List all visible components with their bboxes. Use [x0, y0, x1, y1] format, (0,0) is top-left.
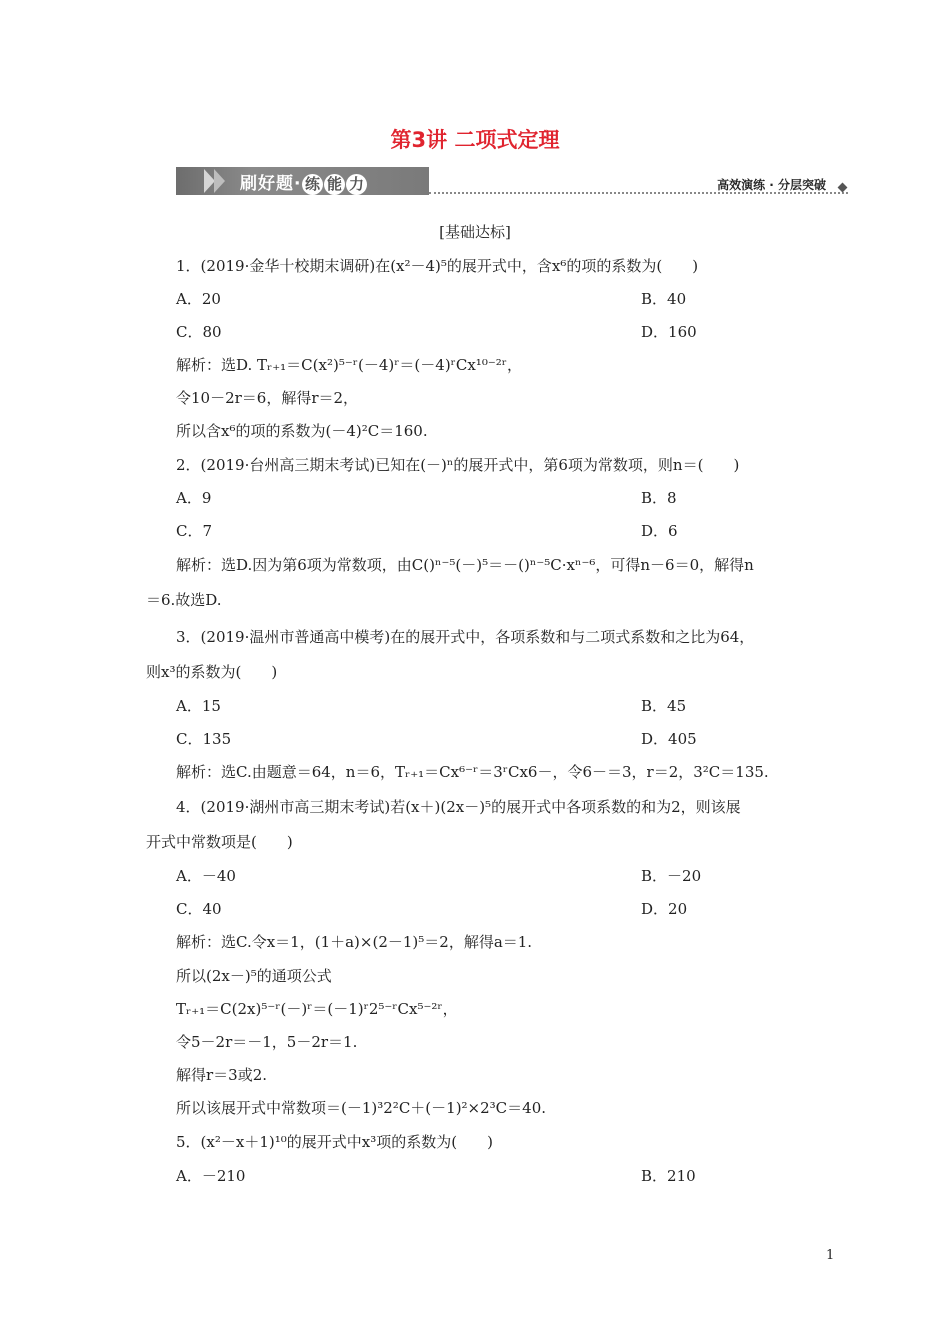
- diamond-icon: [838, 183, 848, 193]
- text-line: C．135: [176, 730, 232, 748]
- text-line: 则x³的系数为( ): [146, 663, 278, 681]
- section-banner: [176, 167, 848, 197]
- banner-char-1: 练: [302, 174, 323, 195]
- text-line: A．－210: [176, 1167, 246, 1185]
- text-line: B．－20: [641, 867, 702, 885]
- text-line: 所以(2x－)⁵的通项公式: [176, 967, 332, 985]
- text-line: B．8: [641, 489, 677, 507]
- text-line: 解得r＝3或2.: [176, 1066, 268, 1084]
- text-line: 2．(2019·台州高三期末考试)已知在(－)ⁿ的展开式中，第6项为常数项，则n＝( ): [176, 456, 740, 474]
- page-number: 1: [826, 1248, 835, 1263]
- text-line: 令5－2r＝－1，5－2r＝1.: [176, 1033, 358, 1051]
- text-line: Tᵣ₊₁＝C(2x)⁵⁻ʳ(－)ʳ＝(－1)ʳ2⁵⁻ʳCx⁵⁻²ʳ，: [176, 1000, 458, 1018]
- text-line: A．15: [176, 697, 221, 715]
- text-line: C．7: [176, 522, 213, 540]
- text-line: B．210: [641, 1167, 696, 1185]
- text-line: D．6: [641, 522, 678, 540]
- text-line: B．40: [641, 290, 687, 308]
- text-line: [基础达标]: [439, 223, 511, 241]
- text-line: D．20: [641, 900, 688, 918]
- banner-dark-band: [176, 167, 429, 195]
- text-line: 解析：选C.由题意＝64，n＝6，Tᵣ₊₁＝Cx⁶⁻ʳ＝3ʳCx6－，令6－＝3，r＝2，3²C＝135.: [176, 763, 769, 781]
- text-line: 开式中常数项是( ): [146, 833, 293, 851]
- banner-right-label: 高效演练 · 分层突破: [717, 178, 826, 192]
- text-line: A．9: [176, 489, 212, 507]
- text-line: 3．(2019·温州市普通高中模考)在的展开式中，各项系数和与二项式系数和之比为64，: [176, 628, 755, 646]
- banner-dot: ·: [294, 174, 302, 194]
- text-line: 所以含x⁶的项的系数为(－4)²C＝160.: [176, 422, 428, 440]
- text-line: C．80: [176, 323, 222, 341]
- text-line: C．40: [176, 900, 222, 918]
- text-line: 令10－2r＝6，解得r＝2，: [176, 389, 359, 407]
- banner-label: [240, 169, 367, 195]
- text-line: 5．(x²－x＋1)¹⁰的展开式中x³项的系数为( ): [176, 1133, 493, 1151]
- text-line: 所以该展开式中常数项＝(－1)³2²C＋(－1)²×2³C＝40.: [176, 1099, 547, 1117]
- text-line: D．160: [641, 323, 697, 341]
- text-line: 1．(2019·金华十校期末调研)在(x²－4)⁵的展开式中，含x⁶的项的系数为( ): [176, 257, 699, 275]
- banner-char-2: 能: [324, 174, 345, 195]
- text-line: 4．(2019·湖州市高三期末考试)若(x＋)(2x－)⁵的展开式中各项系数的和为2，则该展: [176, 798, 741, 816]
- page-title: 第3讲 二项式定理: [390, 128, 560, 152]
- banner-char-3: 力: [346, 174, 367, 195]
- text-line: B．45: [641, 697, 687, 715]
- banner-part1: 刷好题: [240, 174, 294, 194]
- text-line: D．405: [641, 730, 697, 748]
- text-line: 解析：选D. Tᵣ₊₁＝C(x²)⁵⁻ʳ(－4)ʳ＝(－4)ʳCx¹⁰⁻²ʳ，: [176, 356, 522, 374]
- text-line: ＝6.故选D.: [146, 591, 222, 609]
- chevron-right-icon: [214, 169, 225, 193]
- text-line: 解析：选D.因为第6项为常数项，由C()ⁿ⁻⁵(－)⁵＝－()ⁿ⁻⁵C·xⁿ⁻⁶，可得n－6＝0，解得n: [176, 556, 754, 574]
- text-line: A．20: [176, 290, 221, 308]
- text-line: 解析：选C.令x＝1，(1＋a)×(2－1)⁵＝2，解得a＝1.: [176, 933, 533, 951]
- text-line: A．－40: [176, 867, 236, 885]
